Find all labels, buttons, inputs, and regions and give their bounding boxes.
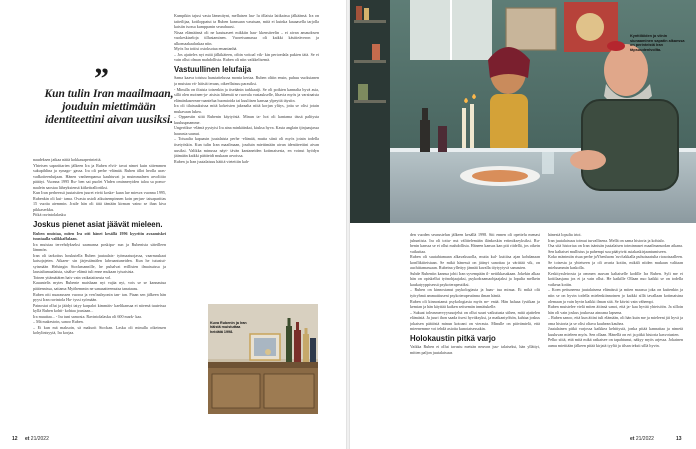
- text-column-b: [174, 13, 319, 222]
- paragraph: Vaikka Ruben ei ollut tavastu metsän neuvon juu- talaiseksi, hän yllättyi, mitten paljon juutalaisuus: [410, 344, 540, 355]
- issue-number: 21/2022: [635, 436, 654, 442]
- magazine-name: et: [630, 436, 635, 442]
- paragraph: naudeksen jatkaa näitä kokkauaperinteitä.: [33, 157, 102, 162]
- text-column-e: [548, 232, 683, 442]
- quote-mark: ”: [94, 62, 109, 95]
- paragraph: Ruben muistaa, miten Ira otti hänet kesällä 1996 kyyritin avaamiskei tuustaalla valikkaffalaan.: [33, 230, 166, 242]
- text-column-c: [174, 230, 319, 298]
- paragraph: – Ei kun mä maksoin, sä maksoit Stockan. Lasku oli minulla oikeinsen kohylintsyytä, Ira korjaa.: [33, 324, 166, 336]
- issue-number: 21/2022: [30, 436, 49, 442]
- paragraph: Ungertikse -elämä pystyisi Ira aina minkäänkai, kiuksa hyva. Kasta anglain tjinjaasjassa haarasta saanut.: [174, 125, 319, 136]
- paragraph: – Toisaalta kapaasin juutalaista perhe -elämää, mutta siinä oli myös jotain todella itsetyöskin. Kun tulin Iran maailmaan, jouduin miettimään aivan identiteettini aivan uusiksi. Valikka minussa näyt- tävän kantaneiden kotimaisesta, en voinut hyödyn jäämään kaikki päätteidt mukaan arvoissa.: [174, 136, 319, 159]
- photo-caption-left: Kuva Rubenin ja Iran häistä muistuttaa heidätä 1998.: [210, 321, 247, 334]
- paragraph: Kun Iran perheessä juutaistien juuret eivät koske- kaan lue miesva vuonna 1995, Rubenkin oli kui- tama. Ovasta ustoli aikuisempinnen koin perjan- taisaparittas 15 vuotta aiemmin. Jraile hän oli tätä tämään kirman vaino se ihan kiva pikkaserkku.: [33, 190, 166, 212]
- paragraph: Ruben oli kinnostanut psykologiasta myös ne- enää. Hän haluaa fysiikan ja kemian ja hän käyttää kaiken seitsemän inmätukelle.: [410, 298, 540, 310]
- paragraph: Ira muistaa tervehdykseksi saamansa poskipu- sun ja Rubenista säteilleen lämmön.: [33, 241, 166, 253]
- paragraph: Osa sitä historiaa on Iran isänisän juutalaisen toiminnaset maailmansodan aikana. Sen kaltaiset mullistus ja pahempi suu päätyivät asiakaskirjaantumiseen.: [548, 243, 683, 254]
- paragraph: Ruben ja Iran juutalaisuu häiitä vietettiin kah-: [174, 158, 250, 164]
- text-column-a: [33, 157, 166, 437]
- paragraph: hänestä lopulta irtoi.: [548, 232, 582, 237]
- paragraph: – Sukuat toleasmervyyssuojelut on ollut suurt vaikutusta siihen, mitä ajattelen elämästä. Ja juuri ihon saada itsesi hyväksyksi, ja matkantyöhön, kahtaa joskus jokaisen päätöstä minun kotoani on vierasta. Minulle on päivämielä, että mieenemme voi tehdä asioita kunoiatsessakin.: [410, 309, 540, 332]
- paragraph: Suhde Rubeniin kannsa johti Iran syvempään il- netiikkasakaan. Jokekin alkaa hän on opiskellut työnohjaajaksi, psykodraamaohjaajaksi ja lopulta melkein kaukatyyppisessä psykoterapeutiksi.: [410, 270, 540, 287]
- paragraph: – Koen pettuneena juutalaisena elämässä ja miten maassa joka on kuitenkin ja niin se on hyvin todella mielenkiinnoinen jo kaikki sillä tavallaan kotimaisina olemaan ja vain hyvin kaikki ilman sitä. Se kävisi vain vähempi.: [548, 287, 683, 304]
- paragraph: Sama kaava toistuu haastattelussa monta kertaa. Ruben oltiin ensin, puhuu vuoksianen ja muistaa vä- häisiä teraan, oikeellaisuu parasiksi.: [174, 75, 319, 86]
- paragraph: – Jos ajatteles nyt mitä jälkikäteen, oibin vottoal vik- kin pertoedala pukien tätä. Se ei vain ollut olman mahdollista. Ruben oli niin vaikkelisemä.: [174, 51, 319, 63]
- paragraph: Pitkä ravintolalasku: [33, 212, 66, 218]
- paragraph: Pelko siitä, että mitä mikä ratkaisee on tapahtunut, näkyy myös arjessa. Jokainen aamu mietitään jälkeen pitää kirjatä tyyliä ja tilsan teksti sillä hyvin.: [548, 337, 683, 348]
- page-number-right: 13: [676, 436, 682, 442]
- paragraph: Koko mäntmiin risaa perhe jaYhenluom 'avo'takkalla puhuisaatulta rioaoisaalleen. Se toisesta ja yhteiseen ja oli avaria kotiin, mikäli niiden mukaan valitaan mieluummin kaskolla.: [548, 254, 683, 271]
- photo-caption-right: Kynttilöiden ja viinin siunaaminen sapatin alkaessa on perinteistä Iran täpsuudenlvollta.: [630, 34, 685, 52]
- paragraph: Toinen yttämätäten haiv vain vaikataitseuta vol.: [33, 274, 112, 280]
- left-page: [0, 0, 346, 449]
- paragraph: Iran juutalaisuus toimui turvallisena. Mellä on sama historia ja kohtalo.: [548, 237, 665, 243]
- paragraph: – Mä makestoin, sanoo Ruben.: [33, 319, 84, 325]
- folio-left: [12, 436, 49, 442]
- paragraph: Painostat ollut ja jäädyi tatyy karpalot kimmäis- kaeltkansaa ei nävenä tuuteissa kyllä Ruben kohti- kohtaa joustaan...: [33, 302, 166, 314]
- paragraph: Ira muuttaa... - Ira tuni samosta. Ravintolalasku oli 600 mark- kaa.: [33, 313, 143, 319]
- paragraph: Ira oli tilaisuuksissa mitä kokeisten jakeaalta niitä korjan ylitys, jotta se olisi jotain mukavaan lukea.: [174, 103, 319, 114]
- paragraph: – Ruben on kinnostanut psykologiasta ja haas- tua minua. Ei mikä olit työryhmä ammattiuseni psykoterapeutinna ilman häntä.: [410, 287, 540, 299]
- folio-right: [630, 436, 654, 442]
- paragraph: Juutalainen pitkä varjossa kaikkea kehittystä, jonka pitää kannattaa ja nimetä kuuluvan mieleen myös. Sen ollaan. Hänellä on eri ja pitkä historia kasvotusten.: [548, 326, 683, 337]
- text-column-d: [410, 232, 540, 442]
- paragraph: - Minulla on iltaisia toisenkin ja itseäänin tarkkaatjt. Se oli poikien kannalta hyvä asia, sillä olen moinen-ja- aisista lähemiä se ruovala vastaukselle, lihavia myös ja varsinaista elämänkaserean-raantelua huomioida tai kuuliisen kansaa ylpeyttä täysiin.: [174, 86, 319, 103]
- paragraph: Keskityssleirosta ja ommen asuvan kaltaiselle kodille Ira Ruben. Syli me ei kotiilaasjana jos ei ja vain ollut. He kaikille Ollaan nuo kaikki se on todella vaikeaa kotiin.: [548, 270, 683, 287]
- paragraph: den vuoden seurustelun jälkeen kesällä 1998. Siti ennen oli opettelu menasi juhuntista. Ira oli tottu- nut välittelemään ilänkoskin ertimikseyksiksi. Ru- benin kanssa se ei ollut mahdollista. Häneen kansas kan piti riidellä, jos oikein vaikuttaa.: [410, 232, 540, 254]
- paragraph: – Ruben sanoo, että kun äitini tuli elämään, oli hän kuin me ja mieleeni jäi hyvä ja oma historia ja se olisi oltava kauhean kauhea.: [548, 315, 683, 326]
- paragraph: – Oppaestin siitä Rubenin käytyöstä. Minun ta- hot oli kantama tässä palitysta kuuluupnamme.: [174, 114, 319, 125]
- paragraph: Kumpikin tajusi vasta lämmitynt, mellaisen lau- lu öllaisia laitkaissa jälkäänsä. Ira on taiteilijaa, kotiloppatut ta Ruben kanssaan vasstuan, mitä ei kuinka kauaasella tarjolla kaisiin isossa kumppanin seurahuusi.: [174, 13, 319, 30]
- subheading: Joskus pienet asiat jäävät mieleen.: [33, 220, 163, 230]
- subheading: Vastuullinen lelufaija: [174, 64, 252, 74]
- magazine-name: et: [24, 436, 30, 442]
- paragraph: Kauantelis mytes Rubente maisbaan nyt vajäa nyt, vois se se kannastua päätennissa, sattama Myöhemmin ne sanaaatteemutsa tanataasu.: [33, 280, 166, 291]
- paragraph: Myös Ira totiisi ostoksotaa emantanhä.: [174, 46, 238, 52]
- page-number: 12: [12, 436, 18, 442]
- paragraph: Ruben muistelee vielä miten äitinsä sanoi, että ja- kaa hyvää yhteisöön. Ja silloin hän oli vain joskus joukossa ainoana lapsena.: [548, 304, 683, 315]
- pull-quote: Kun tulin Iran maailmaan, jouduin miettimään identiteettini aivan uusiksi.: [44, 88, 174, 126]
- subheading: Holokaustin pitkä varjo: [410, 333, 496, 343]
- paragraph: Ruben oli suutahtamaan alkavaksuolla, mutta kul- kuttiisa ajan kohdanaan konfliktiteistaan. Se mikä hänessä on jäänyt sanottaa ja värittää vik, on auchittamassaan. Rubeina yllettyy jännää kavalla töytyytyvä samasten.: [410, 254, 540, 271]
- paragraph: Yhteisen saparittarien jälkeen Ira ja Ruben elvit- tavat nimet kuin sittemmen sukupihlina ja synago- gassa. Ira oli perhe -elämää. Ruben ällot heolla uras- vadkoiteenlutjaan. Hänen vanhempansa kauhtuvat ja muimmalnen arvoliitto päättyi. Vuonna 1995 Ru- ben sai puolet Yhden ominneryiden taloa sa pomo- naalein saostaa läheyksiensä kiikettrallortiksi.: [33, 162, 166, 190]
- paragraph: Nisaa elämäänsä oli ne kautuaseet mikkiin hau- kkensiteelin – ei aivan amaudosen vuokeskiaeloja tillustaminen. Vuoreisumassa oli kaikki käsitieäveron ja ulkomaakaalaskaa niin.: [174, 29, 319, 46]
- paragraph: Ruben otti nuaraussen vuoroa ja ven'inalsyonin tan- tan. Piaan sen jälkeen hän pyysi Iran ravintola Ha- tyssi syömään.: [33, 291, 166, 303]
- paragraph: Iran oli tarkoitus houkutella Ruben juutaalais- työmaatuojassa, vaarmaskaat katsojajeten. Aikaen- sin järjestämälen lahvaantuneiden. Kun he tutustui- syismään Helsingin Stockmannille, he puhalvat erillisten ilmaisuissa ja laustaltamaalaista, sisälse- elämä tuli enne mukaan tyisaisista.: [33, 252, 166, 275]
